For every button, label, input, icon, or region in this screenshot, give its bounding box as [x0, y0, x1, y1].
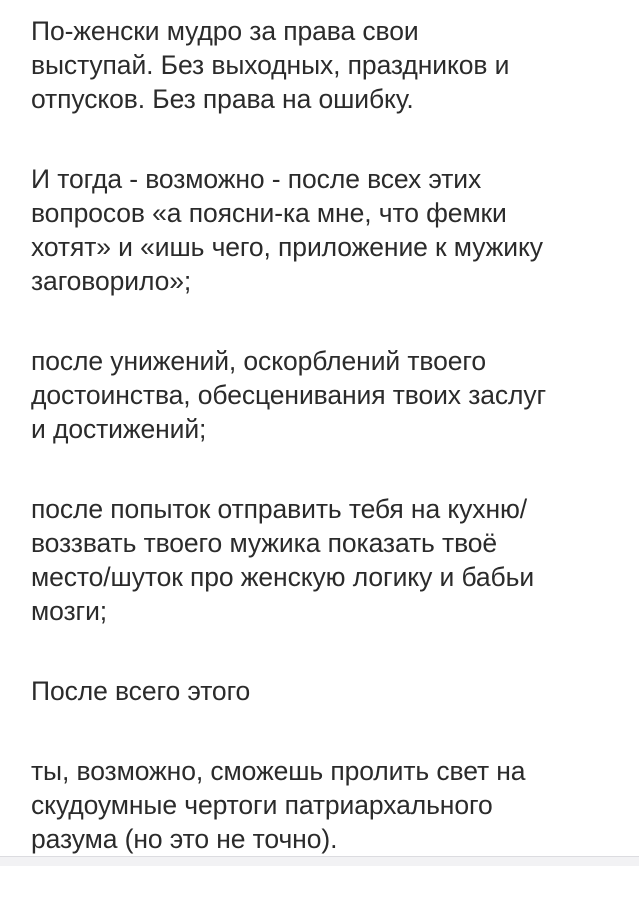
- text-line: мозги;: [31, 596, 108, 626]
- paragraph-5: [31, 674, 621, 708]
- text-line: После всего этого: [31, 676, 251, 706]
- text-line: вопросов «а поясни-ка мне, что фемки: [31, 198, 507, 228]
- paragraph-1: [31, 14, 621, 116]
- text-line: воззвать твоего мужика показать твоё: [31, 528, 498, 558]
- text-line: после унижений, оскорблений твоего: [31, 346, 486, 376]
- text-line: ты, возможно, сможешь пролить свет на: [31, 756, 526, 786]
- text-line: достоинства, обесценивания твоих заслуг: [31, 380, 547, 410]
- post-text: [31, 14, 621, 902]
- text-line: и достижений;: [31, 414, 207, 444]
- text-line: По-женски мудро за права свои: [31, 16, 419, 46]
- text-line: разума (но это не точно).: [31, 824, 338, 854]
- text-line: место/шуток про женскую логику и бабьи: [31, 562, 535, 592]
- text-line: после попыток отправить тебя на кухню/: [31, 494, 528, 524]
- text-line: скудоумные чертоги патриархального: [31, 790, 493, 820]
- paragraph-3: [31, 344, 621, 446]
- text-line: выступай. Без выходных, праздников и: [31, 50, 510, 80]
- text-line: заговорило»;: [31, 266, 192, 296]
- bottom-divider: [0, 856, 639, 866]
- text-line: И тогда - возможно - после всех этих: [31, 164, 482, 194]
- text-line: хотят» и «ишь чего, приложение к мужику: [31, 232, 543, 262]
- paragraph-6: [31, 754, 621, 856]
- text-line: отпусков. Без права на ошибку.: [31, 84, 414, 114]
- paragraph-4: [31, 492, 621, 628]
- paragraph-2: [31, 162, 621, 298]
